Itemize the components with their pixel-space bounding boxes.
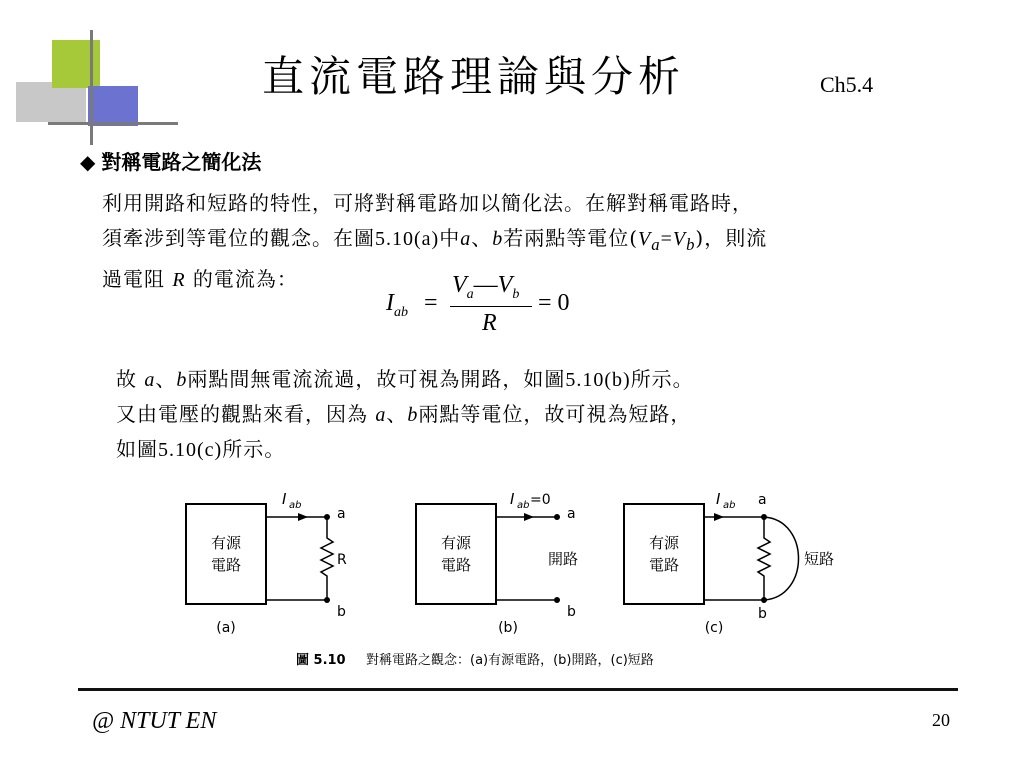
text-span: 故 [116,367,145,391]
node-b [554,597,560,603]
text-span: 須牽涉到等電位的觀念。在圖 [102,226,375,250]
circuit-figure [170,480,870,680]
var-a: a [460,228,472,250]
box-label-1: 有源 [210,534,242,552]
node-a-label: a [337,506,346,522]
current-zero: =0 [530,492,551,508]
decor-grey-square [16,82,86,122]
formula-equals: = [424,290,438,316]
text-span: )，則流 [695,226,768,250]
sub-ab: ab [394,304,408,320]
node-b-label: b [567,604,576,620]
text-span: 的電流為： [185,267,298,291]
separator: 、 [471,226,493,250]
separator: 、 [386,402,408,426]
formula-denominator [482,310,497,337]
text-span: 過電阻 [102,267,173,291]
current-label: I [510,490,515,508]
var-a: a [375,404,387,426]
text-span: 所示。 [630,367,694,391]
current-arrow-icon [524,513,534,521]
text-span: 兩點等電位，故可視為短路， [418,402,692,426]
formula-numerator [452,272,519,303]
slide-title: 直流電路理論與分析 [262,52,686,101]
source-box [624,504,704,604]
sub-a: a [466,286,474,302]
current-sub: ab [517,500,530,511]
decor-vertical-line [90,30,93,145]
node-a-label: a [758,492,767,508]
caption-a: (a) [216,620,236,636]
var-r: R [482,310,497,336]
formula-lhs [386,290,408,321]
paragraph-2 [116,362,916,467]
sub-a: a [651,235,661,254]
diamond-bullet-icon: ◆ [80,150,96,174]
fraction-bar [450,306,532,307]
resistor-icon [758,517,770,600]
resistor-label: R [337,552,347,568]
figure-ref: 5.10(b) [565,369,631,391]
short-circuit-label: 短路 [804,550,835,568]
circuit-a [186,490,347,636]
text-span: 所示。 [222,437,286,461]
text-span: 如圖 [116,437,158,461]
source-box [186,504,266,604]
figure-ref: 5.10(c) [158,439,223,461]
current-label: I [282,490,287,508]
var-va: V [452,272,467,298]
equals-sign: = [660,228,673,250]
resistor-icon [321,517,333,600]
var-b: b [492,228,504,250]
node-a [554,514,560,520]
current-formula [386,272,596,340]
short-wire [764,517,799,600]
text-span: 兩點間無電流流過，故可視為開路，如圖 [187,367,566,391]
var-r: R [172,269,186,291]
source-box [416,504,496,604]
formula-result: = 0 [538,290,570,316]
page-number: 20 [932,710,950,730]
footer-divider [78,688,958,691]
open-circuit-label: 開路 [548,550,579,568]
box-label-2: 電路 [440,556,472,574]
var-b: b [407,404,419,426]
footer-credit: @ NTUT EN [92,708,217,734]
paragraph-1-line-2 [102,221,992,262]
chapter-label: Ch5.4 [820,72,874,97]
var-va: V [638,228,652,250]
paragraph-2-line-1 [116,362,916,397]
box-label-1: 有源 [440,534,472,552]
section-heading-text: 對稱電路之簡化法 [101,150,262,174]
current-sub: ab [289,500,302,511]
box-label-1: 有源 [648,534,680,552]
figure-caption: 對稱電路之觀念：(a)有源電路，(b)開路，(c)短路 [366,653,654,668]
caption-c: (c) [704,620,724,636]
box-label-2: 電路 [648,556,680,574]
node-b-label: b [337,604,346,620]
current-sub: ab [723,500,736,511]
circuit-b [416,490,578,636]
current-label: I [716,490,721,508]
text-span: 又由電壓的觀點來看，因為 [116,402,376,426]
paragraph-2-line-3 [116,432,916,467]
paragraph-1-line-1: 利用開路和短路的特性，可將對稱電路加以簡化法。在解對稱電路時， [102,191,753,215]
node-b-label: b [758,606,767,622]
sub-b: b [512,286,520,302]
var-vb: V [497,272,513,298]
var-vb: V [672,228,687,250]
var-a: a [144,369,156,391]
sub-b: b [686,235,696,254]
text-span: 若兩點等電位( [503,226,639,250]
caption-b: (b) [498,620,518,636]
section-heading [80,146,261,175]
var-i: I [386,290,394,316]
separator: 、 [155,367,177,391]
circuit-c [624,490,834,636]
node-a-label: a [567,506,576,522]
figure-ref: 5.10(a) [375,228,440,250]
paragraph-2-line-2 [116,397,916,432]
current-arrow-icon [714,513,724,521]
decor-blue-square [88,86,138,126]
figure-number: 圖 5.10 [296,653,346,668]
decor-horizontal-line [48,122,178,125]
box-label-2: 電路 [210,556,242,574]
text-span: 中 [439,226,461,250]
var-b: b [176,369,188,391]
minus-sign: — [473,272,498,298]
current-arrow-icon [298,513,308,521]
